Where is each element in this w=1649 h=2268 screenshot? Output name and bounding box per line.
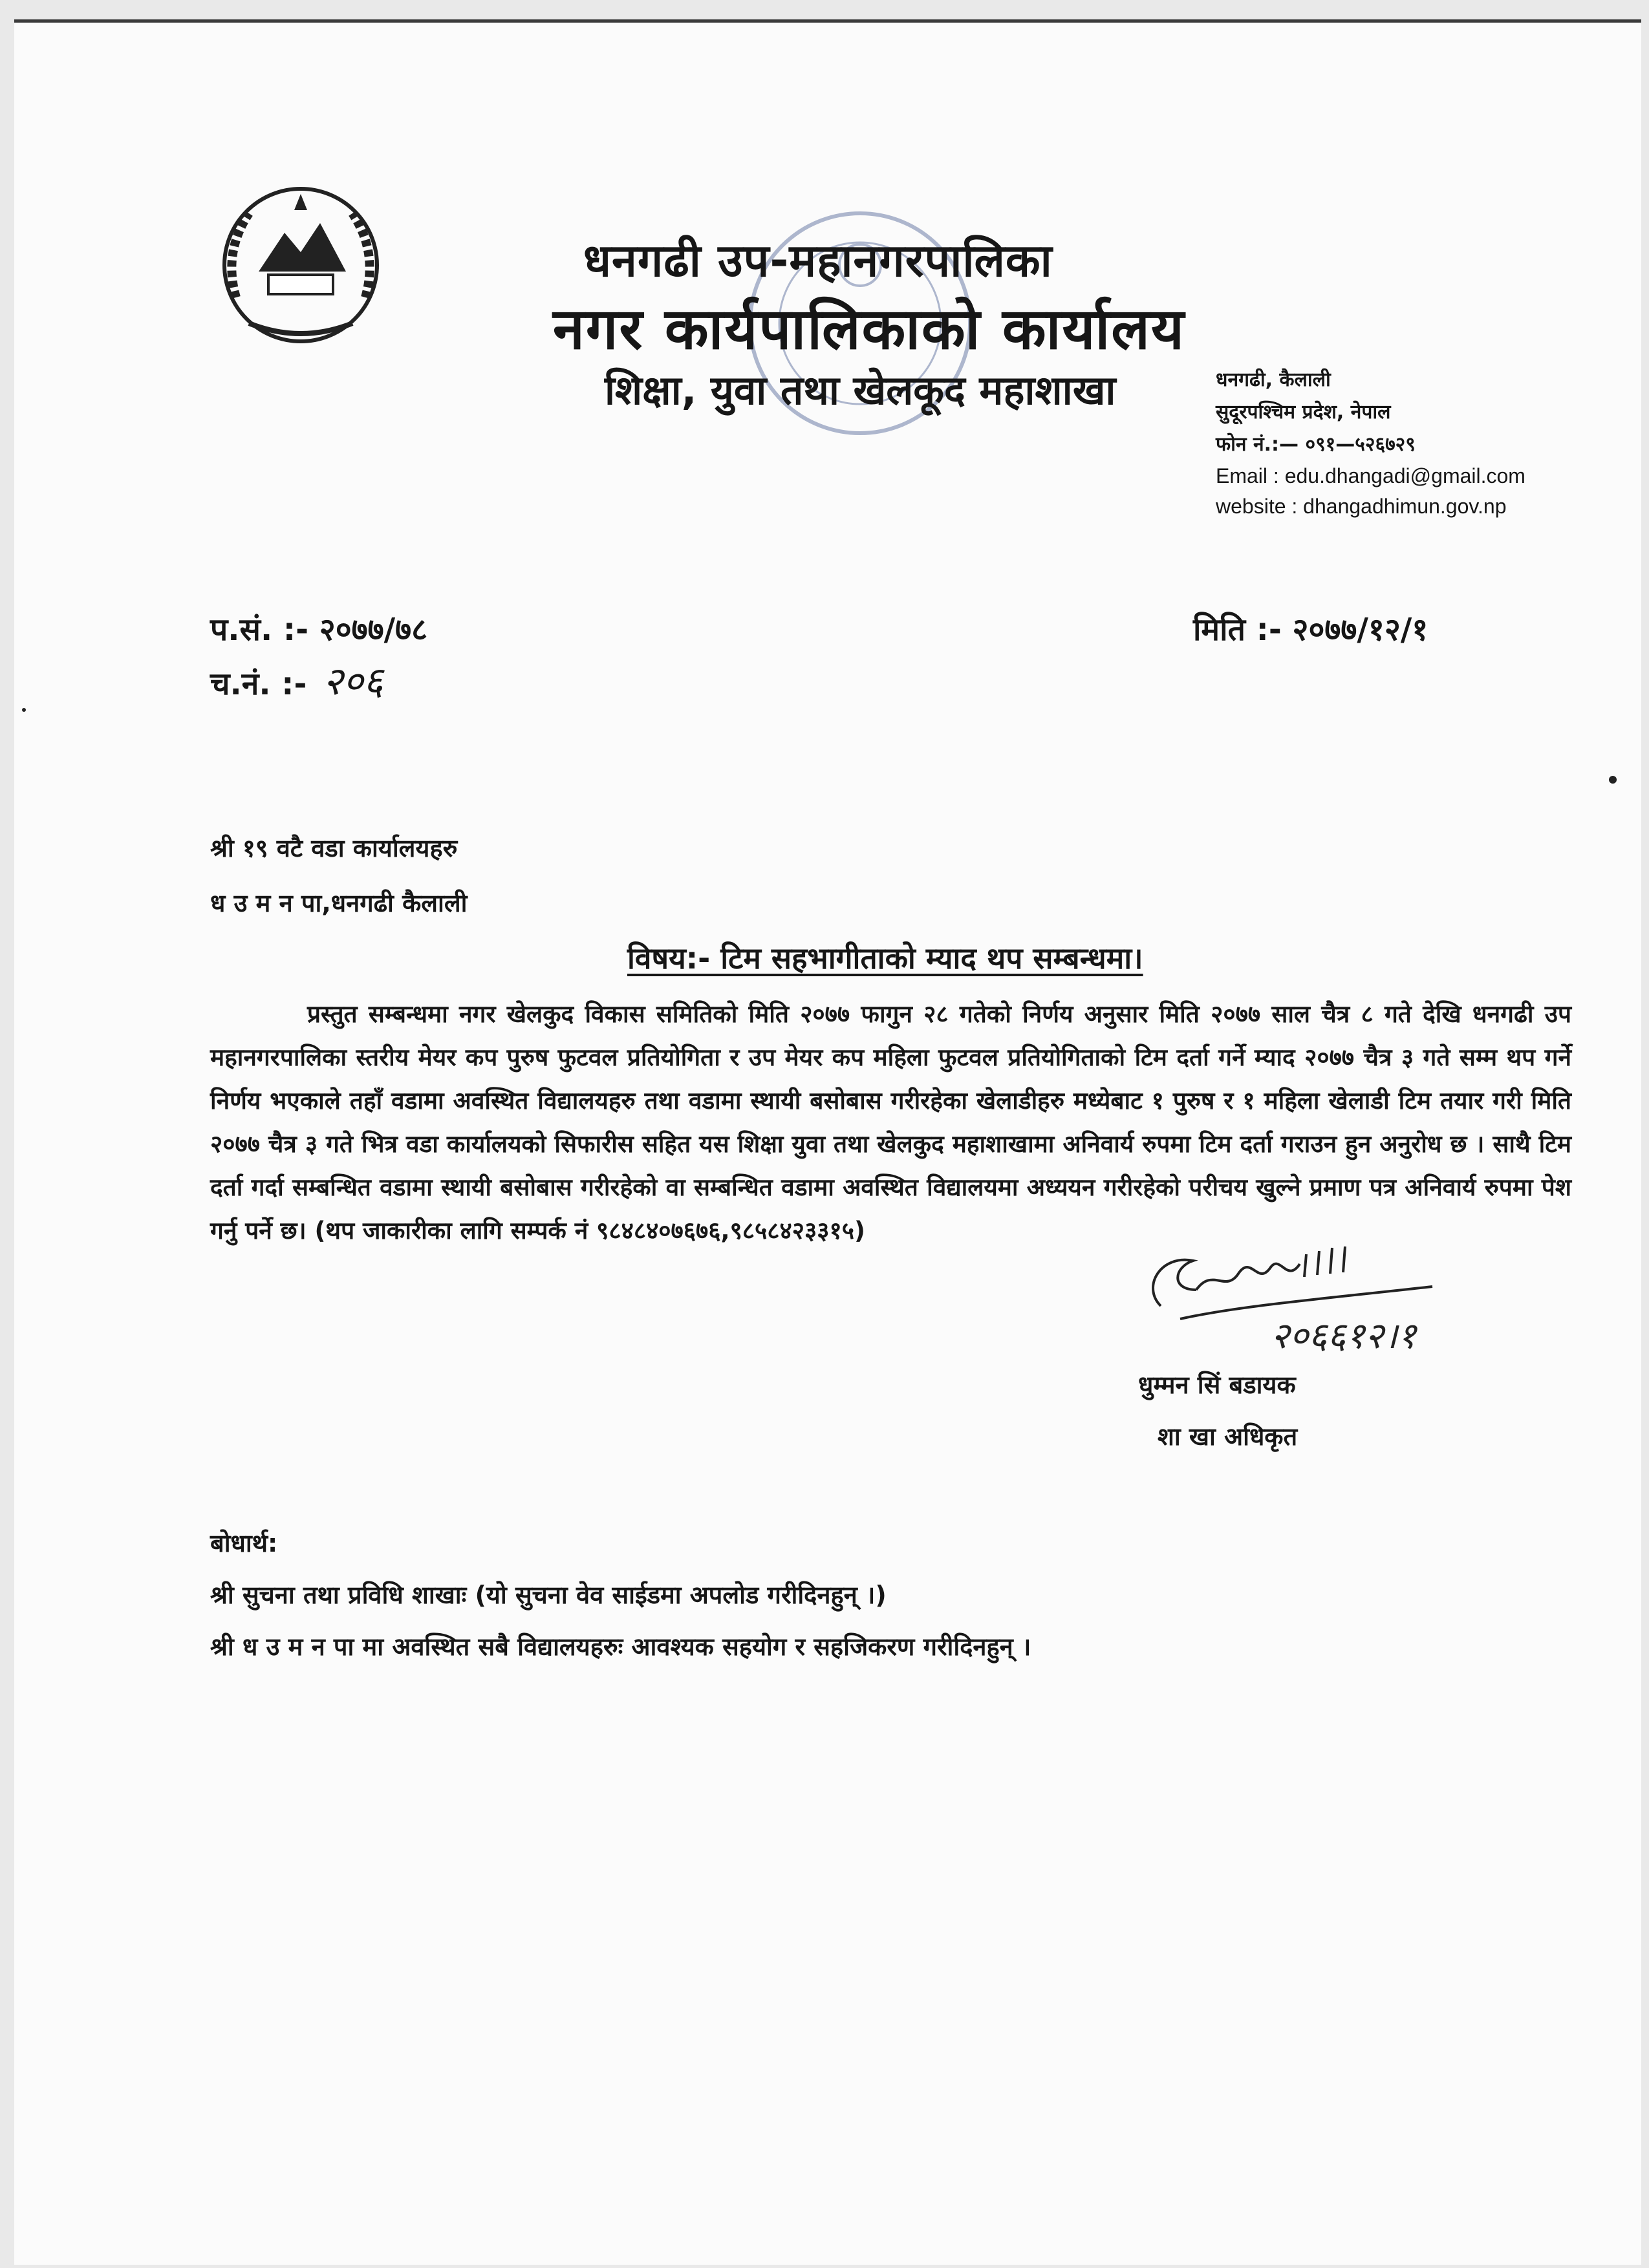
office-name: नगर कार्यपालिकाको कार्यालय [553,295,1185,362]
cc-line-2: श्री ध उ म न पा मा अवस्थित सबै विद्यालयहरुः आवश्यक सहयोग र सहजिकरण गरीदिनहुन् । [210,1632,1031,1661]
letter-date [1193,608,1428,650]
dispatch-number [210,653,383,706]
division-name: शिक्षा, युवा तथा खेलकूद महाशाखा [605,367,1116,414]
nepal-emblem-icon [197,175,404,356]
contact-website: website : dhangadhimun.gov.np [1216,495,1507,518]
letter-body: प्रस्तुत सम्बन्धमा नगर खेलकुद विकास समितिको मिति २०७७ फागुन २८ गतेको निर्णय अनुसार मिति २०७७ साल चैत्र ८ गते देखि धनगढी उप महानगरपालिका स्तरीय मेयर कप पुरुष फुटवल प्रतियोगिता र उप मेयर कप महिला फुटवल प्रतियोगिताको टिम दर्ता गर्ने म्याद २०७७ चैत्र ३ गते सम्म थप गर्ने निर्णय भएकाले तहाँ वडामा अवस्थित विद्यालयहरु तथा वडामा स्थायी बसोबास गरीरहेका खेलाडीहरु मध्येबाट १ पुरुष र १ महिला खेलाडी टिम तयार गरी मिति २०७७ चैत्र ३ गते भित्र वडा कार्यालयको सिफारीस सहित यस शिक्षा युवा तथा खेलकुद महाशाखामा अनिवार्य रुपमा टिम दर्ता गराउन हुन अनुरोध छ । साथै टिम दर्ता गर्दा सम्बन्धित वडामा स्थायी बसोबास गरीरहेको वा सम्बन्धित वडामा अवस्थित विद्यालयमा अध्ययन गरीरहेको परीचय खुल्ने प्रमाण पत्र अनिवार्य रुपमा पेश गर्नु पर्ने छ। (थप जाकारीका लागि सम्पर्क नं ९८४८४०७६७६,९८५८४२३३१५) [210,1000,1571,1245]
recipient-line-2: ध उ म न पा,धनगढी कैलाली [210,889,468,917]
signatory-name: धुम्मन सिं बडायक [1138,1371,1296,1399]
svg-text:२०६६१२।१: २०६६१२।१ [1271,1315,1417,1357]
contact-email: Email : edu.dhangadi@gmail.com [1216,464,1525,487]
reference-number [210,608,427,650]
signature-icon [1135,1228,1471,1364]
date-value: २०७७/१२/१ [1292,612,1428,648]
subject-line: विषय:- टिम सहभागीताको म्याद थप सम्बन्धमा। [627,941,1143,976]
cn-label: च.नं. :- [210,666,307,702]
contact-province: सुदूरपश्चिम प्रदेश, नेपाल [1216,401,1391,423]
municipality-name: धनगढी उप-महानगरपालिका [583,234,1053,287]
ps-value: २०७७/७८ [319,612,428,648]
contact-phone: फोन नं.:— ०९१—५२६७२९ [1216,433,1416,456]
cc-line-1: श्री सुचना तथा प्रविधि शाखाः (यो सुचना वेव साईडमा अपलोड गरीदिनहुन् ।) [210,1581,887,1609]
signatory-title: शा खा अधिकृत [1158,1422,1298,1451]
contact-place: धनगढी, कैलाली [1216,369,1331,391]
ps-label: प.सं. :- [210,612,309,648]
cn-value: २०६ [323,659,383,704]
speck [22,708,26,712]
speck [1609,776,1617,784]
cc-label: बोधार्थ: [210,1529,278,1557]
recipient-line-1: श्री १९ वटै वडा कार्यालयहरु [210,834,458,862]
date-label: मिति :- [1193,612,1282,648]
